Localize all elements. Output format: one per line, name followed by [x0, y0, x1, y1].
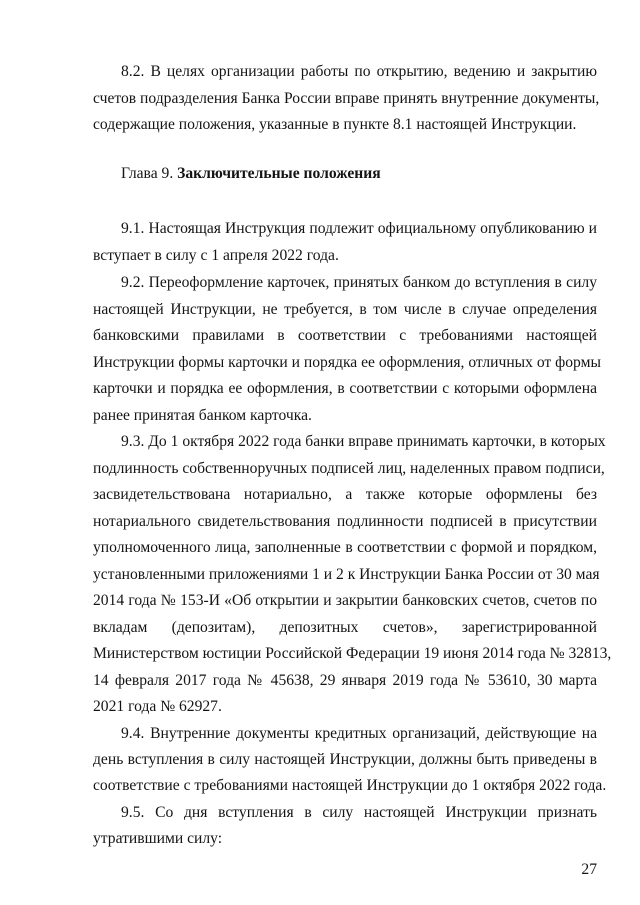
paragraph-line: установленными приложениями 1 и 2 к Инструкции Банка России от 30 мая	[93, 566, 600, 583]
paragraph-line: содержащие положения, указанные в пункте 8.1 настоящей Инструкции.	[93, 116, 577, 133]
paragraph-line: Министерством юстиции Российской Федерации 19 июня 2014 года № 32813,	[93, 645, 612, 662]
paragraph-line: 9.3. До 1 октября 2022 года банки вправе принимать карточки, в которых	[121, 433, 606, 450]
page-number: 27	[581, 861, 597, 878]
paragraph-line: настоящей Инструкции, не требуется, в том числе в случае определения	[93, 301, 597, 318]
paragraph-line: счетов подразделения Банка России вправе принять внутренние документы,	[93, 90, 600, 107]
paragraph-line: 9.5. Со дня вступления в силу настоящей Инструкции признать	[121, 804, 597, 821]
paragraph-line: утратившими силу:	[93, 830, 223, 847]
paragraph-line: засвидетельствована нотариально, а также которые оформлены без	[93, 486, 597, 503]
paragraph-line: банковскими правилами в соответствии с требованиями настоящей	[93, 327, 597, 344]
paragraph-line: 8.2. В целях организации работы по открытию, ведению и закрытию	[121, 63, 597, 80]
chapter-title: Заключительные положения	[177, 165, 381, 182]
paragraph-line: ранее принятая банком карточка.	[93, 407, 312, 424]
paragraph-line: 14 февраля 2017 года № 45638, 29 января 2019 года № 53610, 30 марта	[93, 672, 597, 689]
paragraph-line: вступает в силу с 1 апреля 2022 года.	[93, 247, 339, 264]
paragraph-line: вкладам (депозитам), депозитных счетов», зарегистрированной	[93, 619, 597, 636]
paragraph-line: 2021 года № 62927.	[93, 698, 222, 715]
paragraph-line: подлинность собственноручных подписей лиц, наделенных правом подписи,	[93, 460, 605, 477]
paragraph-line: 9.4. Внутренние документы кредитных организаций, действующие на	[121, 725, 597, 742]
paragraph-line: 2014 года № 153-И «Об открытии и закрытии банковских счетов, счетов по	[93, 592, 597, 609]
paragraph-line: карточки и порядка ее оформления, в соответствии с которыми оформлена	[93, 380, 597, 397]
chapter-heading	[121, 163, 381, 185]
chapter-prefix: Глава 9.	[121, 165, 178, 182]
paragraph-line: Инструкции формы карточки и порядка ее оформления, отличных от формы	[93, 354, 601, 371]
paragraph-line: соответствие с требованиями настоящей Инструкции до 1 октября 2022 года.	[93, 777, 607, 794]
paragraph-line: 9.1. Настоящая Инструкция подлежит официальному опубликованию и	[121, 220, 597, 237]
paragraph-line: уполномоченного лица, заполненные в соответствии с формой и порядком,	[93, 539, 597, 556]
paragraph-line: день вступления в силу настоящей Инструкции, должны быть приведены в	[93, 751, 597, 768]
paragraph-line: нотариального свидетельствования подлинности подписей в присутствии	[93, 513, 597, 530]
paragraph-line: 9.2. Переоформление карточек, принятых банком до вступления в силу	[121, 274, 597, 291]
